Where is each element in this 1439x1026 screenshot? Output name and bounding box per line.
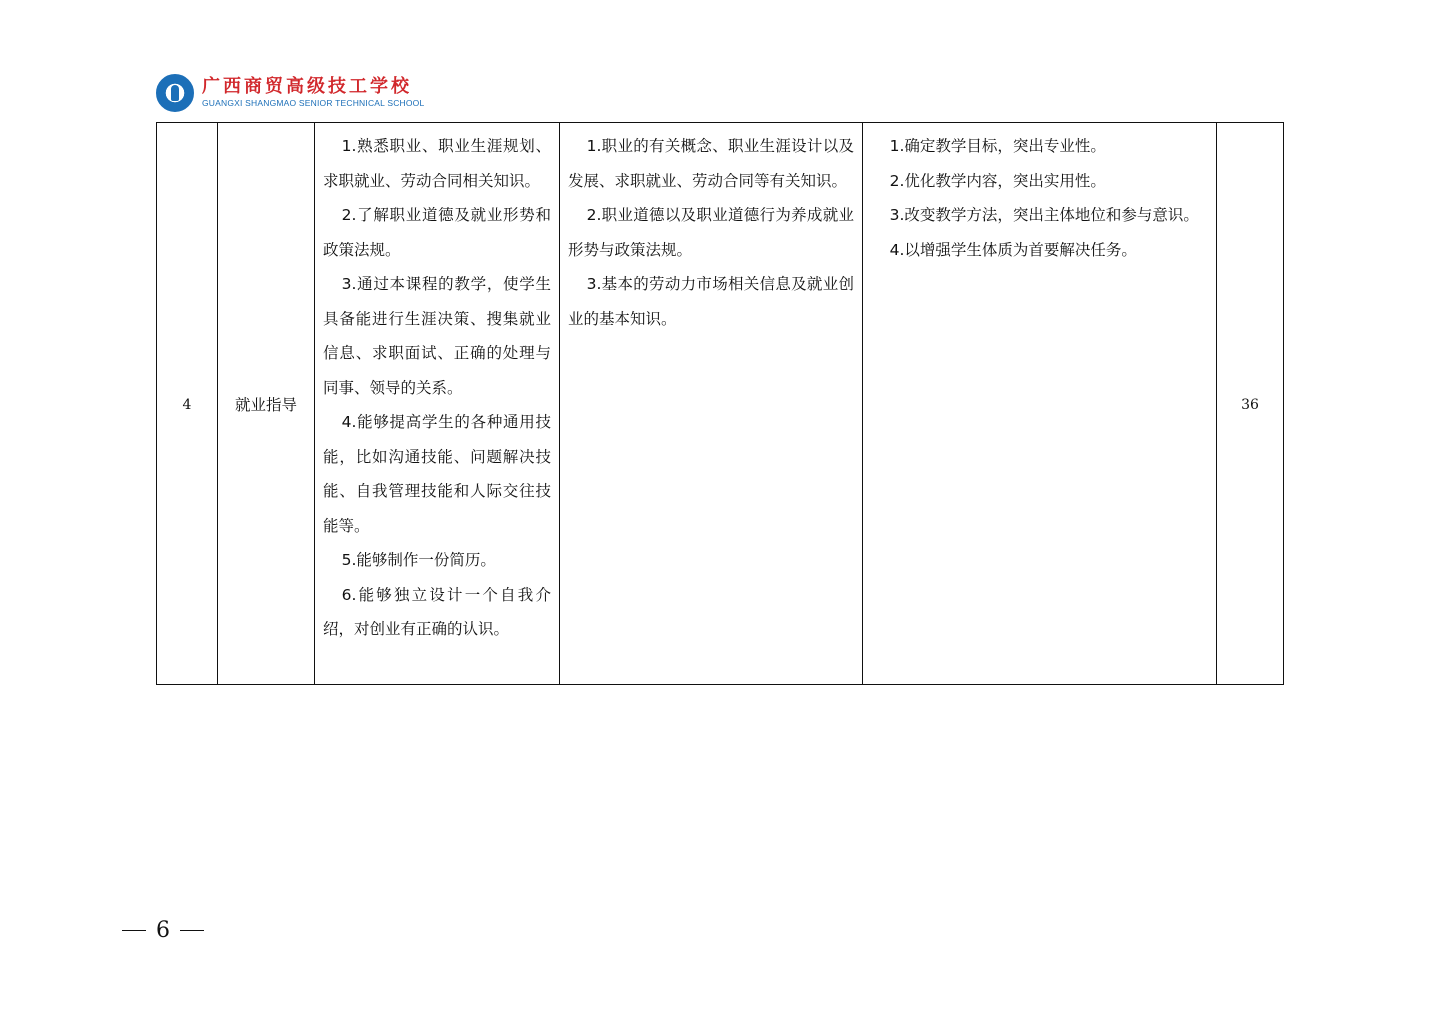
school-name-en: GUANGXI SHANGMAO SENIOR TECHNICAL SCHOOL [202,98,425,109]
school-name-cn: 广西商贸高级技工学校 [202,76,412,98]
table-row [157,123,1284,685]
objective-item: 3.通过本课程的教学，使学生具备能进行生涯决策、搜集就业信息、求职面试、正确的处理与同事、领导的关系。 [323,275,551,397]
course-hours: 36 [1241,396,1259,413]
requirement-item: 3.改变教学方法，突出主体地位和参与意识。 [889,206,1199,224]
requirements-cell [863,123,1217,685]
dash-left [122,930,146,932]
content-item: 3.基本的劳动力市场相关信息及就业创业的基本知识。 [568,275,854,328]
objective-item: 5.能够制作一份简历。 [341,551,496,569]
objective-item: 1.熟悉职业、职业生涯规划、求职就业、劳动合同相关知识。 [323,137,551,190]
content-item: 2.职业道德以及职业道德行为养成就业形势与政策法规。 [568,206,854,259]
requirement-item: 1.确定教学目标，突出专业性。 [889,137,1106,155]
objective-item: 6.能够独立设计一个自我介绍，对创业有正确的认识。 [323,585,551,638]
page-number-value: 6 [156,918,170,943]
course-name-cell [218,123,315,685]
row-index-cell [157,123,218,685]
course-name: 就业指导 [234,395,297,414]
requirement-item: 4.以增强学生体质为首要解决任务。 [889,240,1137,259]
dash-right [180,930,204,932]
content-cell [560,123,863,685]
objective-item: 2.了解职业道德及就业形势和政策法规。 [323,206,551,259]
curriculum-table [156,122,1284,685]
school-emblem-icon [156,74,194,112]
content-item: 1.职业的有关概念、职业生涯设计以及发展、求职就业、劳动合同等有关知识。 [568,137,854,190]
hours-cell [1217,123,1284,685]
row-index: 4 [182,396,192,413]
requirement-item: 2.优化教学内容，突出实用性。 [889,171,1106,190]
school-logo [156,73,424,113]
objectives-cell [315,123,560,685]
objective-item: 4.能够提高学生的各种通用技能，比如沟通技能、问题解决技能、自我管理技能和人际交往技能等。 [323,413,551,535]
page-number [122,918,204,943]
